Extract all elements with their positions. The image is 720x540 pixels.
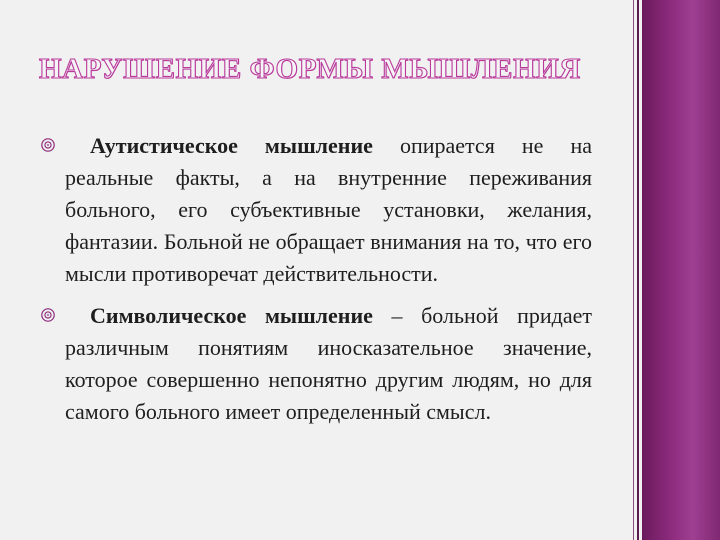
right-accent-bar — [642, 0, 720, 540]
bullet-item-autistic-thinking — [65, 130, 592, 290]
bullet-item-symbolic-thinking — [65, 300, 592, 428]
bullet-text: опирается не на реальные факты, а на внутренние переживания больного, его субъективные установки, желания, фантазии. Больной не обращает внимания на то, что его мысли противоречат действительности. — [65, 133, 593, 286]
slide-content — [65, 130, 592, 428]
bullet-term: Аутистическое мышление — [90, 133, 373, 158]
circle-bullet-icon — [40, 307, 56, 323]
slide-title: НАРУШЕНИЕ ФОРМЫ МЫШЛЕНИЯ — [39, 53, 581, 85]
bullet-term: Символическое мышление — [90, 303, 373, 328]
bullet-text: – больной придает различным понятиям иносказательное значение, которое совершенно непонятно другим людям, но для самого больного имеет определенный смысл. — [65, 303, 592, 424]
circle-bullet-icon — [40, 137, 56, 153]
